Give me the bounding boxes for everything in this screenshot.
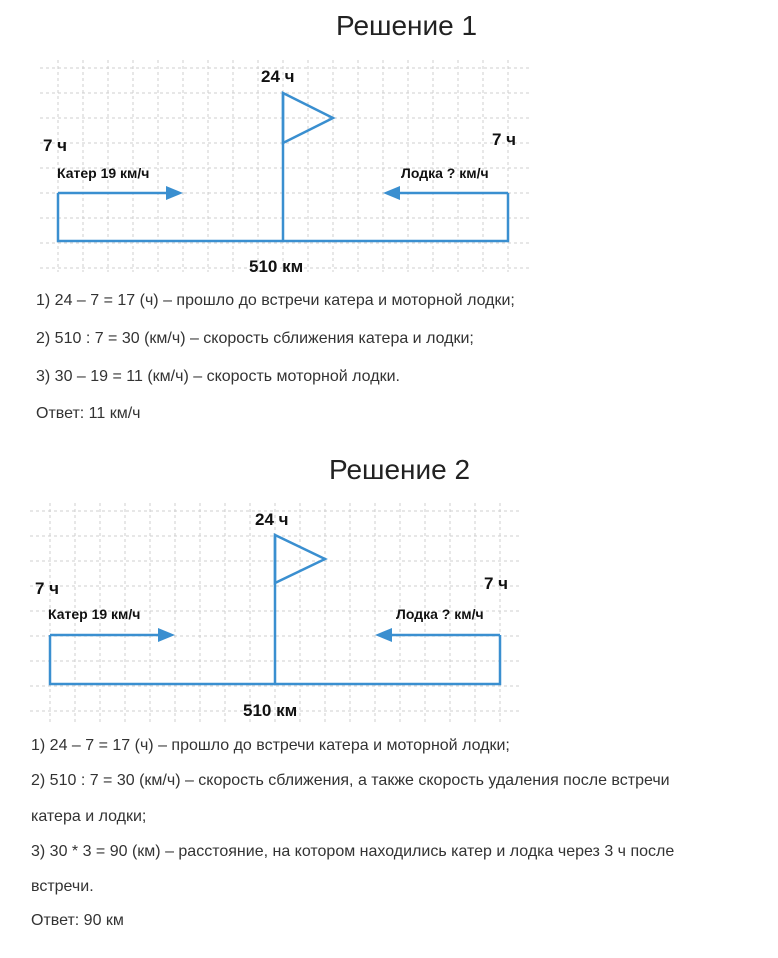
distance-label: 510 км <box>243 701 298 720</box>
solution-1-line-1: 1) 24 – 7 = 17 (ч) – прошло до встречи катера и моторной лодки; <box>36 292 515 309</box>
right-time-label: 7 ч <box>492 130 517 149</box>
motorboat-speed-label: Лодка ? км/ч <box>396 606 484 622</box>
right-arrow <box>375 628 500 642</box>
left-time-label: 7 ч <box>43 136 68 155</box>
boat-speed-label: Катер 19 км/ч <box>57 165 150 181</box>
solution-1-line-2: 2) 510 : 7 = 30 (км/ч) – скорость сближения катера и лодки; <box>36 330 474 347</box>
total-time-label: 24 ч <box>255 510 289 529</box>
left-arrow <box>58 186 183 200</box>
solution-2-title: Решение 2 <box>329 454 471 485</box>
right-arrow <box>383 186 508 200</box>
left-arrow <box>50 628 175 642</box>
solution-1-line-3: 3) 30 – 19 = 11 (км/ч) – скорость моторной лодки. <box>36 368 400 385</box>
solution-1-title: Решение 1 <box>336 10 478 41</box>
solution-2-diagram <box>0 503 540 728</box>
solution-2-line-3-cont: встречи. <box>31 878 94 895</box>
left-time-label: 7 ч <box>35 579 60 598</box>
motorboat-speed-label: Лодка ? км/ч <box>401 165 489 181</box>
solution-2-line-2-cont: катера и лодки; <box>31 808 147 825</box>
solution-2-answer: Ответ: 90 км <box>31 912 124 929</box>
solution-2-line-1: 1) 24 – 7 = 17 (ч) – прошло до встречи катера и моторной лодки; <box>31 737 510 754</box>
solution-1-diagram <box>0 60 540 275</box>
solution-2-line-3: 3) 30 * 3 = 90 (км) – расстояние, на котором находились катер и лодка через 3 ч после <box>31 843 675 860</box>
right-time-label: 7 ч <box>484 574 509 593</box>
total-time-label: 24 ч <box>261 67 295 86</box>
distance-label: 510 км <box>249 257 304 275</box>
boat-speed-label: Катер 19 км/ч <box>48 606 141 622</box>
solution-1-answer: Ответ: 11 км/ч <box>36 405 141 422</box>
solution-2-line-2: 2) 510 : 7 = 30 (км/ч) – скорость сближения, а также скорость удаления после встречи <box>31 772 670 789</box>
